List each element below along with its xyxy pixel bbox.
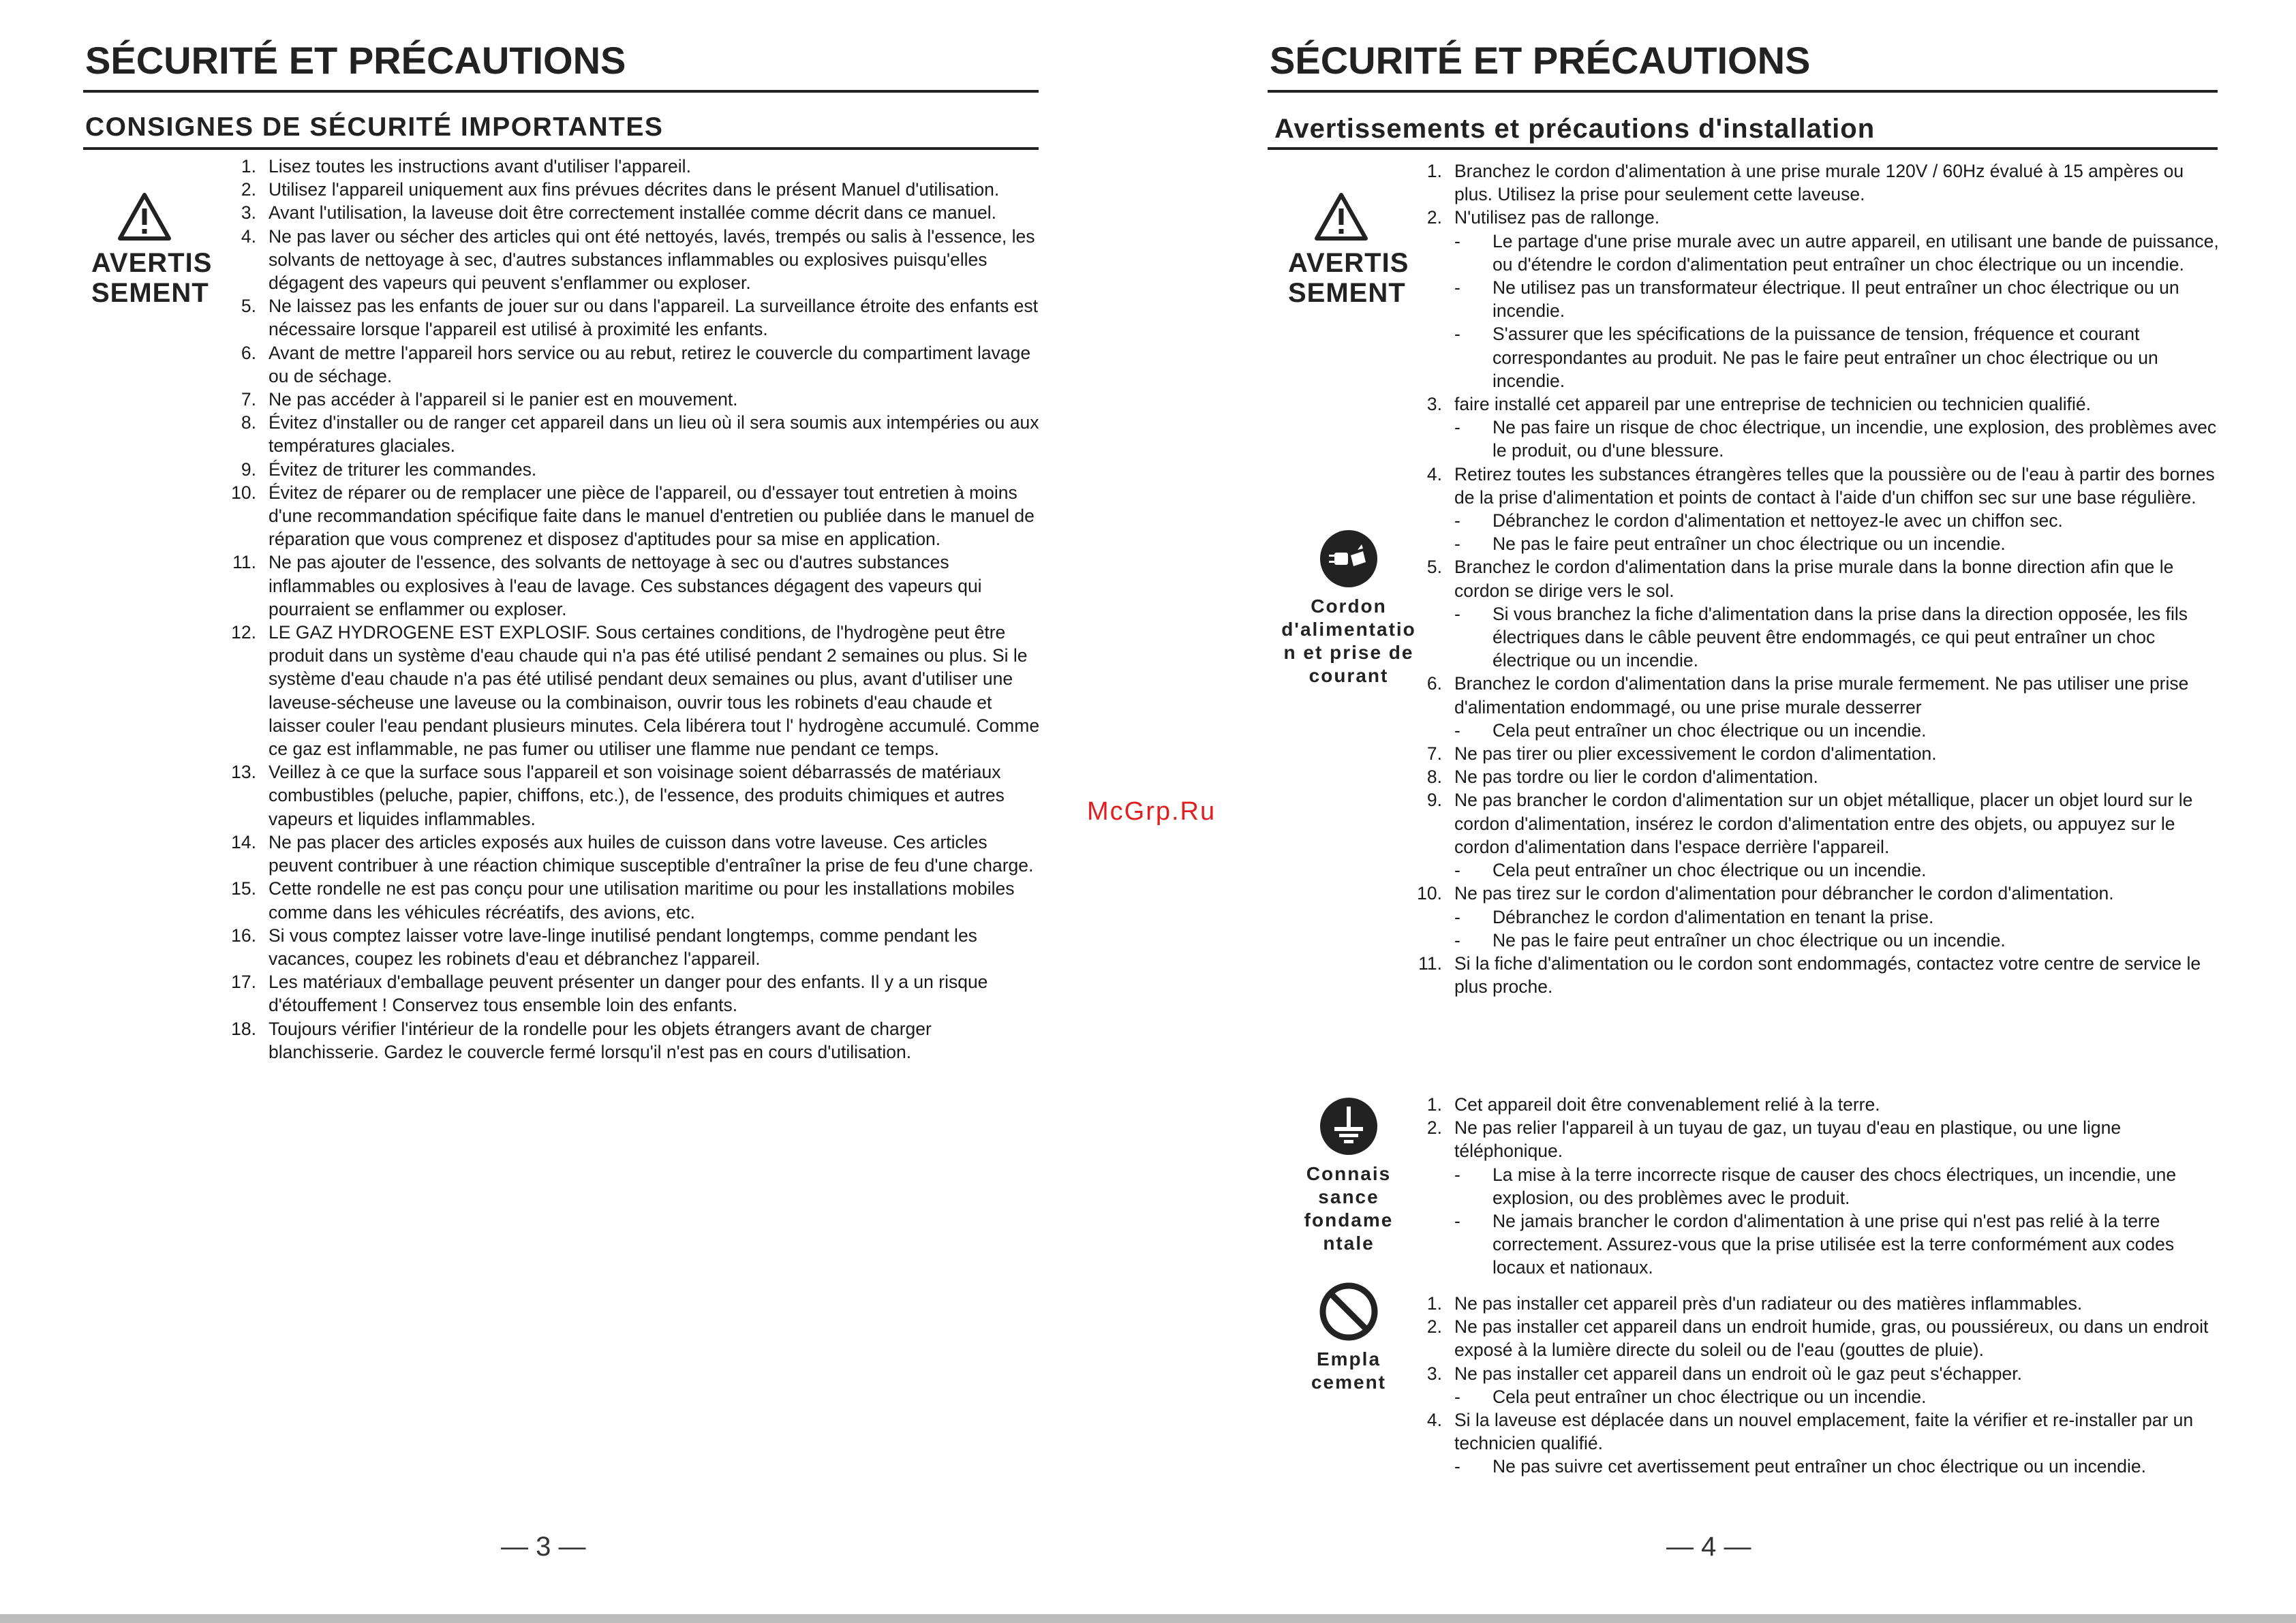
list-item [1404, 672, 2222, 718]
list-item [1404, 1315, 2222, 1361]
list-item-text: Avant de mettre l'appareil hors service ou au rebut, retirez le couvercle du compartiment lavage ou de séchage. [269, 342, 1031, 386]
badge-label-line: Cordon [1311, 596, 1387, 617]
prohibited-icon [1318, 1281, 1379, 1342]
list-item-number: 7. [241, 389, 256, 410]
left-instruction-list [218, 155, 1046, 1064]
right-warning-label-1: AVERTIS [1288, 248, 1409, 278]
list-item [1404, 1408, 2222, 1455]
list-item-text: Ne pas accéder à l'appareil si le panier est en mouvement. [269, 389, 738, 410]
list-item [1404, 1292, 2222, 1315]
list-item [218, 201, 1046, 224]
location-badge [1287, 1281, 1411, 1394]
list-item [1404, 555, 2222, 602]
badge-label-line: fondame [1304, 1209, 1394, 1231]
watermark: McGrp.Ru [1087, 797, 1216, 826]
list-subitem-text: S'assurer que les spécifications de la puissance de tension, fréquence et courant correspondantes au produit. Ne pas le faire peut entraîner un choc électrique ou un incendie. [1493, 324, 2158, 391]
list-item [218, 1017, 1046, 1064]
left-warning-badge [91, 192, 213, 308]
list-subitem [1404, 719, 2222, 742]
list-item-text: Branchez le cordon d'alimentation dans la prise murale dans la bonne direction afin que le cordon se dirige vers le sol. [1454, 557, 2174, 601]
list-subitem [1404, 1209, 2222, 1280]
list-subitem-text: Cela peut entraîner un choc électrique ou un incendie. [1493, 860, 1927, 881]
list-subitem-text: Débranchez le cordon d'alimentation en tenant la prise. [1493, 906, 1934, 927]
right-page-title: SÉCURITÉ ET PRÉCAUTIONS [1270, 39, 1811, 82]
list-item-number: 7. [1426, 743, 1442, 764]
right-subtitle-rule [1268, 147, 2218, 150]
list-subitem-text: Ne pas suivre cet avertissement peut entraîner un choc électrique ou un incendie. [1493, 1456, 2146, 1477]
right-grounding-list [1404, 1093, 2222, 1280]
list-item-number: 4. [1426, 463, 1442, 484]
list-subitem-text: Ne pas le faire peut entraîner un choc électrique ou un incendie. [1493, 534, 2006, 555]
list-item [1404, 765, 2222, 788]
list-item-text: Si vous comptez laisser votre lave-linge inutilisé pendant longtemps, comme pendant les vacances, coupez les robinets d'eau et débranchez l'appareil. [269, 925, 977, 969]
left-title-rule [83, 90, 1039, 93]
list-subitem [1404, 906, 2222, 929]
list-item-number: 17. [231, 972, 256, 993]
bullet-dash: - [1454, 860, 1460, 881]
badge-label-line: Connais [1306, 1163, 1392, 1184]
list-item-number: 9. [241, 459, 256, 480]
list-item-text: Ne pas brancher le cordon d'alimentation sur un objet métallique, placer un objet lourd sur le cordon d'alimentation, insérez le cordon d'alimentation entre des objets, ou appuyez sur le cordon d'alimentation dans l'espace derrière l'appareil. [1454, 790, 2193, 857]
list-item [1404, 882, 2222, 905]
list-item [218, 551, 1046, 621]
left-page-number: — 3 — [501, 1532, 586, 1562]
warning-triangle-icon [1314, 192, 1368, 241]
list-item-text: Veillez à ce que la surface sous l'appareil et son voisinage soient débarrassés de matériaux combustibles (peluche, papier, chiffons, etc.), de l'essence, des produits chimiques et autres vapeurs et liquides inflammables. [269, 762, 1005, 829]
list-item [218, 621, 1046, 760]
list-item-text: Avant l'utilisation, la laveuse doit être correctement installée comme décrit dans ce manuel. [269, 202, 997, 223]
list-subitem-text: Si vous branchez la fiche d'alimentation dans la prise dans la direction opposée, les fils électriques dans le câble peuvent être endommagés, ce qui peut entraîner un choc électrique ou un incendie. [1493, 603, 2188, 671]
list-item [1404, 1116, 2222, 1162]
bullet-dash: - [1454, 230, 1460, 251]
list-item-number: 3. [241, 202, 256, 223]
list-item [218, 877, 1046, 923]
list-subitem-text: Ne jamais brancher le cordon d'alimentation à une prise qui n'est pas relié à la terre correctement. Assurez-vous que la prise utilisée est la terre conformément aux codes locaux et nationaux. [1493, 1211, 2175, 1278]
badge-label-line: d'alimentatio [1281, 619, 1416, 640]
list-item [218, 481, 1046, 551]
list-item [218, 341, 1046, 388]
right-installation-list [1404, 159, 2222, 998]
badge-label-line: courant [1308, 665, 1389, 686]
right-page-number: — 4 — [1666, 1532, 1751, 1562]
list-subitem [1404, 1163, 2222, 1209]
list-item-text: Ne pas installer cet appareil dans un endroit humide, gras, ou poussiéreux, ou dans un endroit exposé à la lumière directe du soleil ou de l'eau (gouttes de pluie). [1454, 1316, 2209, 1361]
list-item-text: Ne pas ajouter de l'essence, des solvants de nettoyage à sec ou d'autres substances inflammables ou explosives à l'eau de lavage. Ces substances dégagent des vapeurs qui pourraient se enflammer ou exploser. [269, 552, 982, 619]
right-title-rule [1268, 90, 2218, 93]
list-subitem [1404, 1455, 2222, 1478]
list-item-number: 9. [1426, 790, 1442, 811]
list-item-number: 3. [1426, 394, 1442, 415]
list-item-text: LE GAZ HYDROGENE EST EXPLOSIF. Sous certaines conditions, de l'hydrogène peut être produit dans un système d'eau chaude qui n'a pas été utilisé pendant 2 semaines ou plus. Si le système d'eau chaude n'a pas été utilisé pendant deux semaines ou plus, avant d'utiliser une laveuse-sécheuse une laveuse ou la combinaison, ouvrir tous les robinets d'eau chaude et laisser couler l'eau pendant plusieurs minutes. Cela libérera tout l' hydrogène accumulé. Comme ce gaz est inflammable, ne pas fumer ou utiliser une flamme nue pendant ce temps. [269, 622, 1040, 760]
warning-triangle-icon [117, 192, 172, 241]
list-item [1404, 206, 2222, 229]
list-item-number: 2. [1426, 207, 1442, 228]
badge-label-line: n et prise de [1283, 642, 1414, 663]
bottom-edge [0, 1614, 2296, 1623]
list-subitem [1404, 929, 2222, 952]
right-warning-label-2: SEMENT [1288, 278, 1406, 308]
list-item-number: 1. [1426, 161, 1442, 181]
list-subitem [1404, 230, 2222, 276]
list-item-text: Ne pas laver ou sécher des articles qui ont été nettoyés, lavés, trempés ou salis à l'essence, les solvants de nettoyage à sec, d'autres substances inflammables ou explosives puisqu'elles dégagent des vapeurs qui peuvent s'enflammer ou exploser. [269, 226, 1035, 294]
list-item-number: 2. [1426, 1117, 1442, 1139]
list-subitem-text: Cela peut entraîner un choc électrique ou un incendie. [1493, 1386, 1927, 1407]
list-item-number: 2. [1426, 1316, 1442, 1338]
list-item-number: 1. [241, 156, 256, 176]
bullet-dash: - [1454, 1456, 1460, 1477]
list-item-text: Branchez le cordon d'alimentation à une prise murale 120V / 60Hz évalué à 15 ampères ou plus. Utilisez la prise pour seulement cette laveuse. [1454, 161, 2184, 205]
list-item-text: Toujours vérifier l'intérieur de la rondelle pour les objets étrangers avant de charger blanchisserie. Gardez le couvercle fermé lorsqu'il n'est pas en cours d'utilisation. [269, 1018, 932, 1062]
cord-badge [1273, 528, 1424, 687]
list-subitem [1404, 859, 2222, 882]
list-item-number: 18. [231, 1018, 256, 1039]
list-item-number: 8. [1426, 767, 1442, 788]
list-item-text: N'utilisez pas de rallonge. [1454, 207, 1660, 228]
list-item [218, 294, 1046, 341]
list-subitem-text: Ne pas faire un risque de choc électrique, un incendie, une explosion, des problèmes avec le produit, ou d'une blessure. [1493, 417, 2217, 461]
list-item-text: Ne pas placer des articles exposés aux huiles de cuisson dans votre laveuse. Ces articles peuvent contribuer à une réaction chimique susceptible d'entraîner la prise de feu d'une charge. [269, 831, 1034, 876]
bullet-dash: - [1454, 720, 1460, 741]
list-item-number: 10. [231, 482, 256, 503]
list-subitem [1404, 509, 2222, 532]
list-item [1404, 952, 2222, 998]
list-item [1404, 1362, 2222, 1385]
list-item-text: Ne pas tordre ou lier le cordon d'alimentation. [1454, 767, 1818, 788]
badge-label-line: sance [1318, 1186, 1379, 1207]
list-item-text: Ne pas installer cet appareil près d'un radiateur ou des matières inflammables. [1454, 1293, 2083, 1314]
list-item [218, 155, 1046, 178]
left-warning-label-1: AVERTIS [91, 248, 213, 278]
bullet-dash: - [1454, 1164, 1460, 1185]
list-item-text: Ne pas relier l'appareil à un tuyau de gaz, un tuyau d'eau en plastique, ou une ligne téléphonique. [1454, 1117, 2122, 1162]
ground-badge [1287, 1096, 1411, 1255]
bullet-dash: - [1454, 324, 1460, 345]
right-warning-badge [1288, 192, 1409, 308]
list-item-number: 12. [231, 622, 256, 643]
list-item-number: 11. [1418, 953, 1442, 974]
left-subtitle-rule [83, 147, 1039, 150]
list-item-text: Ne laissez pas les enfants de jouer sur ou dans l'appareil. La surveillance étroite des enfants est nécessaire lorsque l'appareil est utilisé à proximité les enfants. [269, 296, 1039, 340]
list-item-number: 1. [1426, 1094, 1442, 1115]
list-item [1404, 788, 2222, 859]
list-subitem [1404, 416, 2222, 462]
list-item-number: 14. [231, 831, 256, 852]
list-subitem [1404, 276, 2222, 322]
list-item-number: 13. [231, 762, 256, 783]
list-item-text: Cet appareil doit être convenablement relié à la terre. [1454, 1094, 1880, 1115]
bullet-dash: - [1454, 1211, 1460, 1232]
list-item-number: 5. [241, 296, 256, 317]
list-subitem [1404, 602, 2222, 673]
bullet-dash: - [1454, 277, 1460, 298]
list-subitem-text: La mise à la terre incorrecte risque de causer des chocs électriques, un incendie, une explosion, ou des problèmes avec le produit. [1493, 1164, 2177, 1208]
list-subitem-text: Débranchez le cordon d'alimentation et nettoyez-le avec un chiffon sec. [1493, 510, 2063, 531]
list-subitem [1404, 532, 2222, 555]
list-item-text: Ne pas installer cet appareil dans un endroit où le gaz peut s'échapper. [1454, 1363, 2022, 1384]
list-subitem-text: Le partage d'une prise murale avec un autre appareil, en utilisant une bande de puissance, ou d'étendre le cordon d'alimentation peut entraîner un choc électrique ou un incendie. [1493, 230, 2219, 275]
list-item-number: 5. [1426, 557, 1442, 578]
left-page-title: SÉCURITÉ ET PRÉCAUTIONS [85, 39, 626, 82]
list-item-number: 2. [241, 179, 256, 200]
bullet-dash: - [1454, 906, 1460, 927]
list-item [218, 458, 1046, 481]
list-item-number: 1. [1426, 1293, 1442, 1314]
power-plug-icon [1318, 528, 1379, 589]
bullet-dash: - [1454, 510, 1460, 531]
list-item-text: Évitez de triturer les commandes. [269, 459, 537, 480]
badge-label-line: cement [1311, 1372, 1387, 1393]
bullet-dash: - [1454, 929, 1460, 950]
list-item-text: Retirez toutes les substances étrangères telles que la poussière ou de l'eau à partir des bornes de la prise d'alimentation et points de contact à l'aide d'un chiffon sec sur une base régulière. [1454, 463, 2215, 508]
bullet-dash: - [1454, 534, 1460, 555]
bullet-dash: - [1454, 1386, 1460, 1407]
list-item [218, 411, 1046, 457]
list-item-text: Utilisez l'appareil uniquement aux fins prévues décrites dans le présent Manuel d'utilisation. [269, 179, 1000, 200]
list-item-text: Lisez toutes les instructions avant d'utiliser l'appareil. [269, 156, 691, 176]
list-item-text: Si la fiche d'alimentation ou le cordon sont endommagés, contactez votre centre de service le plus proche. [1454, 953, 2201, 998]
list-item-text: Cette rondelle ne est pas conçu pour une utilisation maritime ou pour les installations mobiles comme dans les véhicules récréatifs, des avions, etc. [269, 878, 1015, 923]
list-item-text: Ne pas tirez sur le cordon d'alimentation pour débrancher le cordon d'alimentation. [1454, 883, 2114, 904]
list-item-number: 8. [241, 412, 256, 433]
list-item [218, 178, 1046, 201]
list-item-number: 4. [1426, 1410, 1442, 1431]
list-item [1404, 463, 2222, 509]
list-item [1404, 159, 2222, 206]
list-item [218, 225, 1046, 295]
ground-icon [1318, 1096, 1379, 1157]
list-item-number: 16. [231, 925, 256, 946]
list-item-text: faire installé cet appareil par une entreprise de technicien ou technicien qualifié. [1454, 394, 2091, 415]
list-item-text: Ne pas tirer ou plier excessivement le cordon d'alimentation. [1454, 743, 1937, 764]
list-item [218, 970, 1046, 1017]
list-item-number: 6. [241, 342, 256, 363]
list-item-number: 4. [241, 226, 256, 247]
list-item-text: Si la laveuse est déplacée dans un nouvel emplacement, faite la vérifier et re-installer par un technicien qualifié. [1454, 1410, 2194, 1454]
list-item-text: Branchez le cordon d'alimentation dans la prise murale fermement. Ne pas utiliser une prise d'alimentation endommagé, ou une prise murale desserrer [1454, 673, 2189, 717]
list-subitem-text: Cela peut entraîner un choc électrique ou un incendie. [1493, 720, 1927, 741]
left-section-subtitle: CONSIGNES DE SÉCURITÉ IMPORTANTES [85, 112, 664, 142]
list-item-number: 11. [232, 552, 256, 573]
list-item [218, 760, 1046, 831]
right-location-list [1404, 1292, 2222, 1479]
list-subitem [1404, 1385, 2222, 1408]
list-item [1404, 392, 2222, 416]
list-item [218, 388, 1046, 411]
badge-label-line: ntale [1323, 1233, 1375, 1254]
list-item [1404, 742, 2222, 765]
list-subitem-text: Ne utilisez pas un transformateur électrique. Il peut entraîner un choc électrique ou un incendie. [1493, 277, 2179, 322]
list-item-text: Les matériaux d'emballage peuvent présenter un danger pour des enfants. Il y a un risque d'étouffement ! Conservez tous ensemble loin des enfants. [269, 972, 988, 1016]
list-item-number: 10. [1417, 883, 1442, 904]
list-item-text: Évitez de réparer ou de remplacer une pièce de l'appareil, ou d'essayer tout entretien à moins d'une recommandation spécifique faite dans le manuel d'entretien ou publiée dans le manuel de réparation que vous comprenez et disposez d'aptitudes pour sa mise en application. [269, 482, 1035, 550]
right-section-subtitle: Avertissements et précautions d'installation [1274, 114, 1876, 144]
list-subitem-text: Ne pas le faire peut entraîner un choc électrique ou un incendie. [1493, 929, 2006, 950]
list-subitem [1404, 322, 2222, 392]
badge-label-line: Empla [1316, 1348, 1381, 1370]
bullet-dash: - [1454, 603, 1460, 624]
list-item [1404, 1093, 2222, 1116]
list-item-text: Évitez d'installer ou de ranger cet appareil dans un lieu où il sera soumis aux intempéries ou aux températures glaciales. [269, 412, 1039, 457]
bullet-dash: - [1454, 417, 1460, 438]
left-warning-label-2: SEMENT [91, 278, 209, 308]
list-item [218, 831, 1046, 877]
list-item [218, 924, 1046, 970]
list-item-number: 3. [1426, 1363, 1442, 1384]
list-item-number: 15. [231, 878, 256, 899]
list-item-number: 6. [1426, 673, 1442, 694]
